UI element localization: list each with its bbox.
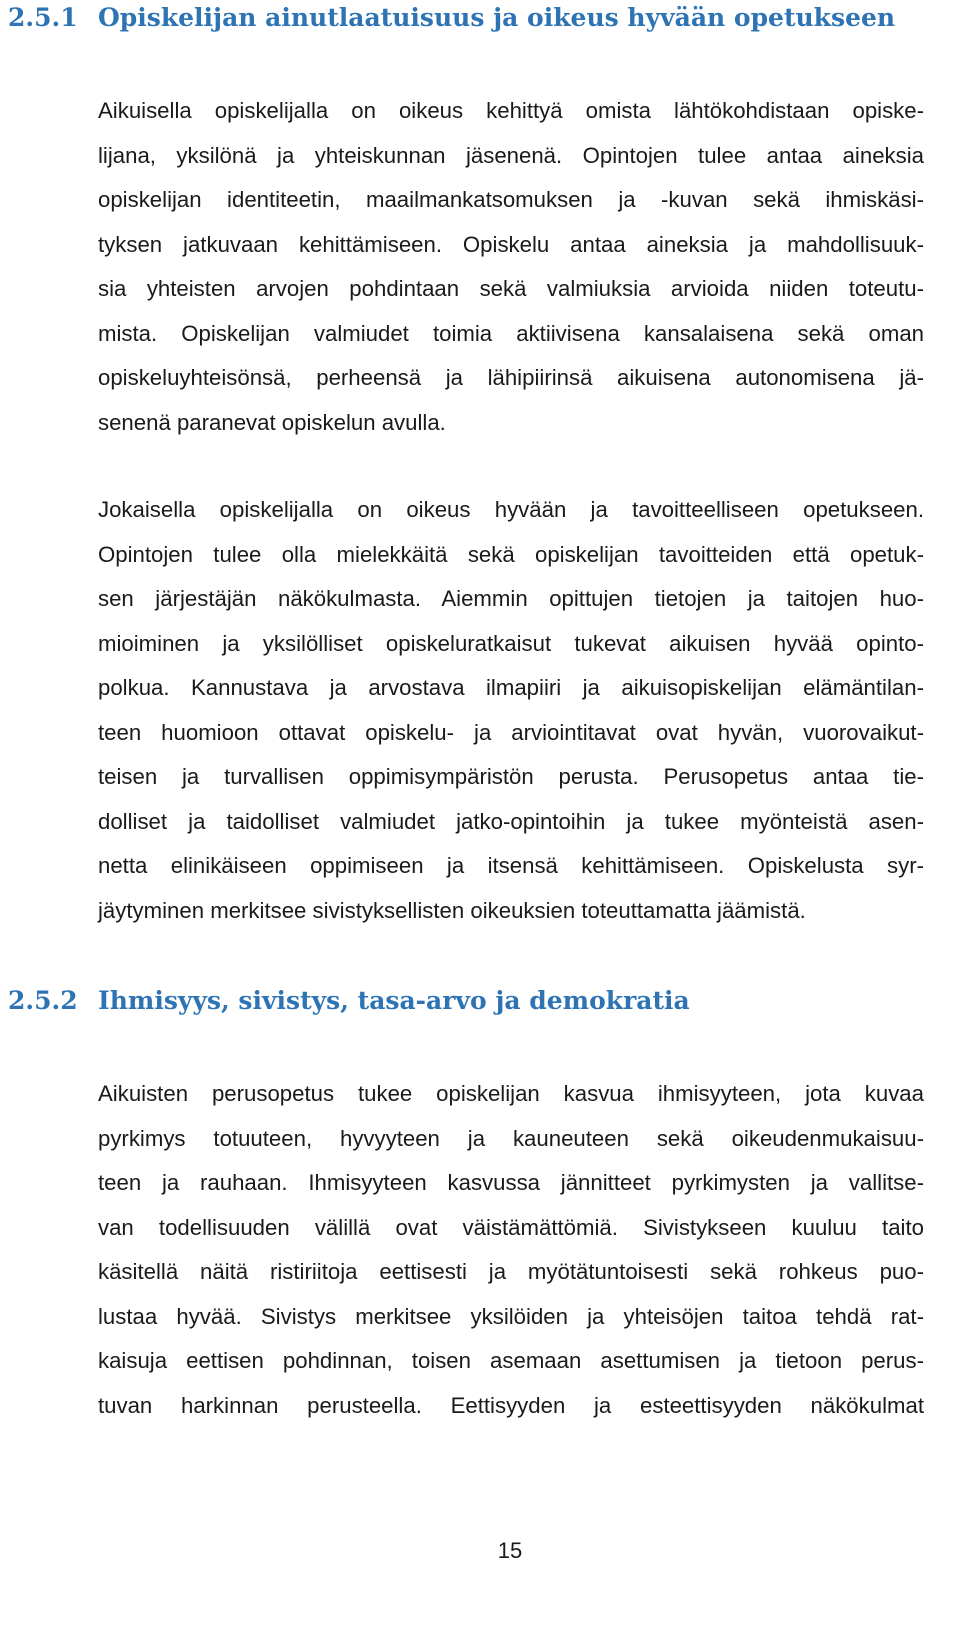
- text-line: dolliset ja taidolliset valmiudet jatko-opintoihin ja tukee myönteistä asen-: [98, 808, 924, 834]
- text-line: kaisuja eettisen pohdinnan, toisen asemaan asettumisen ja tietoon perus-: [98, 1348, 924, 1373]
- paragraph-1: [98, 89, 924, 445]
- text-line: teisen ja turvallisen oppimisympäristön perusta. Perusopetus antaa tie-: [98, 764, 924, 789]
- text-line: pyrkimys totuuteen, hyvyyteen ja kauneuteen sekä oikeudenmukaisuu-: [98, 1125, 924, 1151]
- text-line: Opintojen tulee olla mielekkäitä sekä opiskelijan tavoitteiden että opetuk-: [98, 541, 924, 567]
- text-line: lijana, yksilönä ja yhteiskunnan jäsenenä. Opintojen tulee antaa aineksia: [98, 142, 924, 168]
- text-line: tuvan harkinnan perusteella. Eettisyyden ja esteettisyyden näkökulmat: [98, 1392, 924, 1418]
- text-line: van todellisuuden välillä ovat väistämättömiä. Sivistykseen kuuluu taito: [98, 1214, 924, 1240]
- text-line: sia yhteisten arvojen pohdintaan sekä valmiuksia arvioida niiden toteutu-: [98, 276, 924, 301]
- text-line: opiskelijan identiteetin, maailmankatsomuksen ja -kuvan sekä ihmiskäsi-: [98, 187, 924, 212]
- text-line: käsitellä näitä ristiriitoja eettisesti ja myötätuntoisesti sekä rohkeus puo-: [98, 1259, 924, 1284]
- text-line: Aikuisella opiskelijalla on oikeus kehittyä omista lähtökohdistaan opiske-: [98, 98, 924, 123]
- text-line: Aikuisten perusopetus tukee opiskelijan kasvua ihmisyyteen, jota kuvaa: [98, 1081, 924, 1106]
- section-number: 2.5.2: [8, 986, 78, 1015]
- text-line: teen huomioon ottavat opiskelu- ja arviointitavat ovat hyvän, vuorovaikut-: [98, 719, 924, 745]
- text-line: jäytyminen merkitsee sivistyksellisten oikeuksien toteuttamatta jäämistä.: [98, 897, 806, 923]
- section-heading-2-5-1: [8, 3, 895, 33]
- paragraph-3: [98, 1072, 924, 1428]
- text-line: sen järjestäjän näkökulmasta. Aiemmin opittujen tietojen ja taitojen huo-: [98, 586, 924, 611]
- text-line: tyksen jatkuvaan kehittämiseen. Opiskelu antaa aineksia ja mahdollisuuk-: [98, 231, 924, 257]
- page-number: 15: [497, 1538, 523, 1563]
- text-line: lustaa hyvää. Sivistys merkitsee yksilöiden ja yhteisöjen taitoa tehdä rat-: [98, 1303, 924, 1329]
- text-line: teen ja rauhaan. Ihmisyyteen kasvussa jännitteet pyrkimysten ja vallitse-: [98, 1170, 924, 1195]
- section-number: 2.5.1: [8, 3, 78, 32]
- paragraph-2: [98, 488, 924, 933]
- text-line: netta elinikäiseen oppimiseen ja itsensä kehittämiseen. Opiskelusta syr-: [98, 853, 924, 878]
- section-heading-2-5-2: [8, 986, 690, 1016]
- section-title: Ihmisyys, sivistys, tasa-arvo ja demokratia: [98, 986, 690, 1015]
- text-line: polkua. Kannustava ja arvostava ilmapiiri ja aikuisopiskelijan elämäntilan-: [98, 675, 924, 700]
- text-line: mioiminen ja yksilölliset opiskeluratkaisut tukevat aikuisen hyvää opinto-: [98, 630, 924, 656]
- text-line: Jokaisella opiskelijalla on oikeus hyvään ja tavoitteelliseen opetukseen.: [98, 497, 924, 522]
- text-line: senenä paranevat opiskelun avulla.: [98, 409, 446, 435]
- text-line: mista. Opiskelijan valmiudet toimia aktiivisena kansalaisena sekä oman: [98, 320, 924, 346]
- section-title: Opiskelijan ainutlaatuisuus ja oikeus hyvään opetukseen: [98, 3, 896, 32]
- text-line: opiskeluyhteisönsä, perheensä ja lähipiirinsä aikuisena autonomisena jä-: [98, 365, 924, 390]
